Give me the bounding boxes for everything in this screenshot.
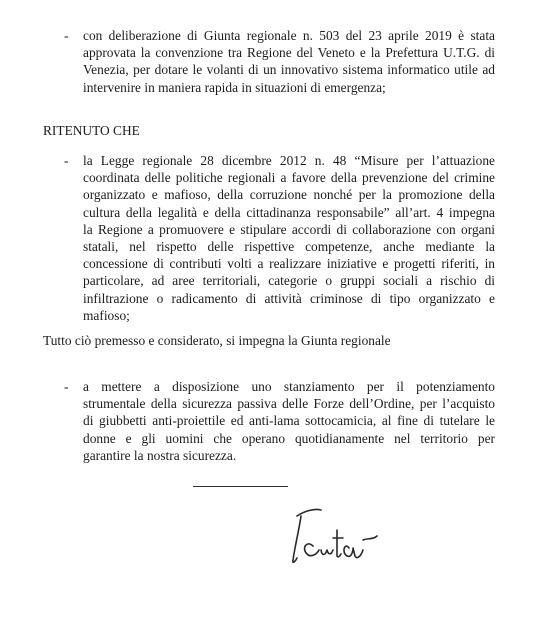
text-line: di giubbetti anti-proiettile ed anti-lama sottocamicia, al fine di tutelare le	[83, 413, 495, 429]
text-line: cultura della legalità e della cittadinanza responsabile” all’art. 4 impegna	[83, 204, 495, 220]
commitment-statement: Tutto ciò premesso e considerato, si impegna la Giunta regionale	[43, 333, 391, 348]
section-heading: RITENUTO CHE	[43, 123, 140, 138]
bullet-dash: -	[64, 379, 69, 394]
handwritten-signature	[283, 500, 383, 572]
text-line: garantire la nostra sicurezza.	[83, 447, 237, 463]
text-line: intervenire in maniera rapida in situazioni di emergenza;	[83, 79, 386, 95]
text-line: concessione di contributi volti a realizzare iniziative e progetti riferiti, in	[83, 256, 495, 272]
text-line: infiltrazione o radicamento di attività criminose di tipo organizzato e	[83, 290, 495, 306]
text-line: approvata la convenzione tra Regione del Veneto e la Prefettura U.T.G. di	[83, 45, 495, 61]
signature-rule	[193, 486, 288, 487]
paragraph-stanziamento	[83, 378, 495, 464]
text-line: mafioso;	[83, 307, 130, 323]
paragraph-legge-regionale	[83, 152, 495, 324]
text-line: donne e gli uomini che operano quotidianamente nel territorio per	[83, 430, 495, 446]
text-line: strumentale della sicurezza passiva delle Forze dell’Ordine, per l’acquisto	[83, 396, 495, 412]
bullet-dash: -	[64, 28, 69, 43]
text-line: particolare, ad aree territoriali, categorie o gruppi sociali a rischio di	[83, 273, 495, 289]
bullet-dash: -	[64, 153, 69, 168]
text-line: organizzato e mafioso, della corruzione nonché per la promozione della	[83, 187, 495, 203]
text-line: coordinata delle politiche regionali a favore della prevenzione del crimine	[83, 170, 495, 186]
text-line: con deliberazione di Giunta regionale n. 503 del 23 aprile 2019 è stata	[83, 28, 495, 43]
text-line: la Regione a promuovere e stipulare accordi di collaborazione con organi	[83, 221, 495, 237]
text-line: Venezia, per dotare le volanti di un innovativo sistema informatico utile ad	[83, 62, 495, 78]
text-line: statali, nel rispetto delle rispettive competenze, anche mediante la	[83, 239, 495, 255]
text-line: a mettere a disposizione uno stanziamento per il potenziamento	[83, 379, 495, 394]
text-line: la Legge regionale 28 dicembre 2012 n. 48 “Misure per l’attuazione	[83, 153, 495, 168]
paragraph-deliberazione	[83, 27, 495, 96]
